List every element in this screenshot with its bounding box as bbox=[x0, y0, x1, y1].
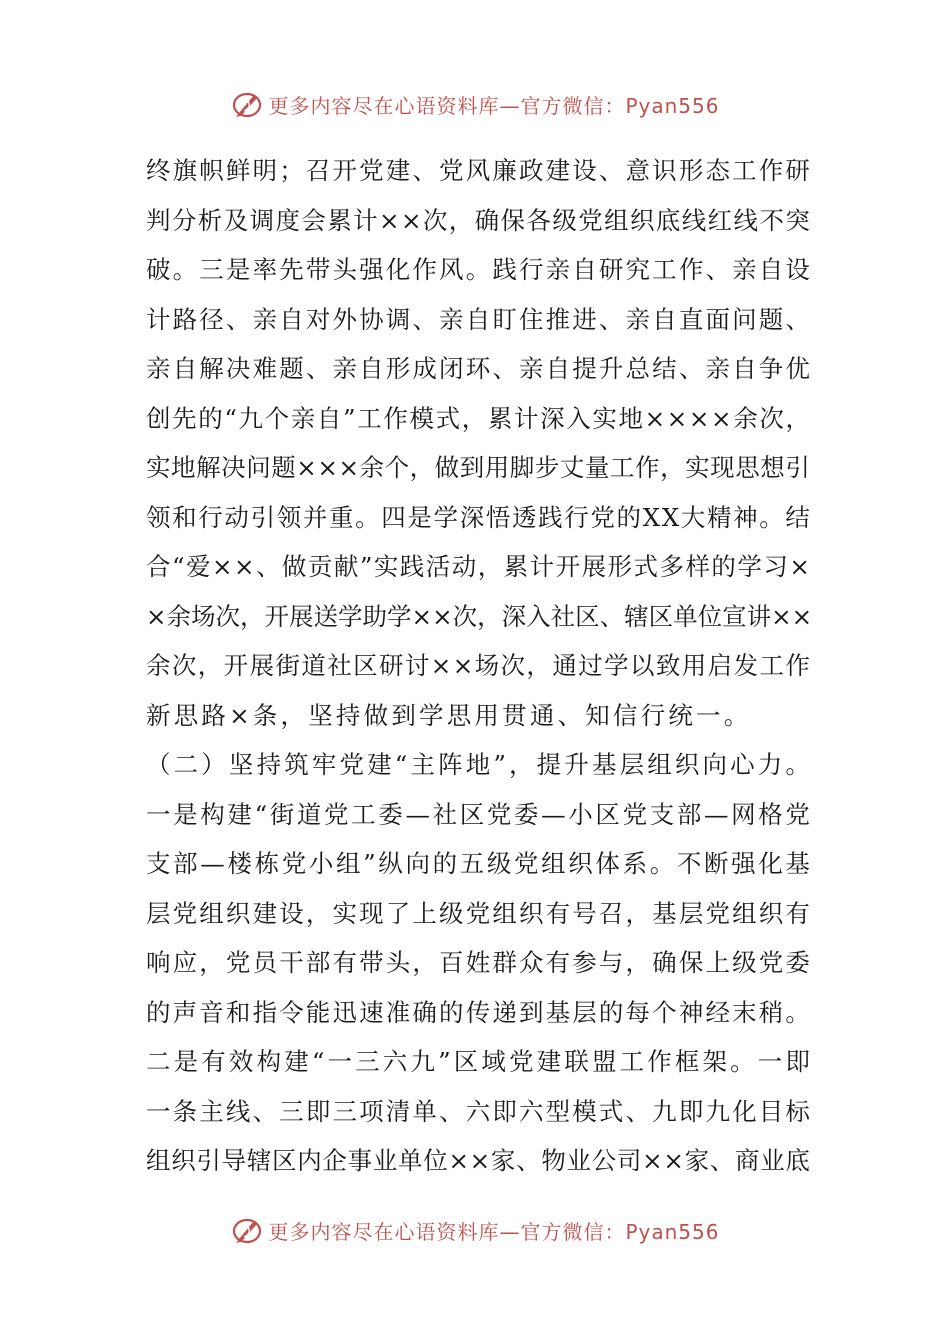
body-text-line: 二 是 有 效 构 建 “ 一 三 六 九 ” 区 域 党 建 联 盟 工 作 框 架 。 一 即 bbox=[146, 1047, 810, 1076]
body-text-line: 支 部 — 楼 栋 党 小 组 ” 纵 向 的 五 级 党 组 织 体 系 。 不 断 强 化 基 bbox=[146, 849, 810, 878]
body-text-line: （ 二 ） 坚 持 筑 牢 党 建 “ 主 阵 地 ” ， 提 升 基 层 组 织 向 心 力 。 bbox=[146, 750, 810, 779]
body-text-line: 新思路×条，坚持做到学思用贯通、知信行统一。 bbox=[146, 700, 752, 730]
body-text-line: 组 织 引 导 辖 区 内 企 事 业 单 位 × × 家 、 物 业 公 司 × × 家 、 商 业 底 bbox=[146, 1146, 810, 1175]
document-body bbox=[146, 146, 813, 1186]
body-text-line: 实 地 解 决 问 题 × × × 余 个 ， 做 到 用 脚 步 丈 量 工 作 ， 实 现 思 想 引 bbox=[146, 453, 810, 482]
footer-watermark-banner bbox=[0, 1210, 950, 1250]
body-text-line: 响 应 ， 党 员 干 部 有 带 头 ， 百 姓 群 众 有 参 与 ， 确 保 上 级 党 委 bbox=[146, 948, 810, 977]
body-text-line: 计 路 径 、 亲 自 对 外 协 调 、 亲 自 盯 住 推 进 、 亲 自 直 面 问 题 、 bbox=[146, 304, 810, 334]
body-text-line: 亲 自 解 决 难 题 、 亲 自 形 成 闭 环 、 亲 自 提 升 总 结 、 亲 自 争 优 bbox=[146, 354, 810, 383]
body-text-line: 创 先 的 “ 九 个 亲 自 ” 工 作 模 式 ， 累 计 深 入 实 地 × × × × 余 次 ， bbox=[146, 403, 810, 433]
pen-logo-icon bbox=[230, 1213, 264, 1247]
body-text-line: × 余 场 次 ， 开 展 送 学 助 学 × × 次 ， 深 入 社 区 、 辖 区 单 位 宣 讲 × × bbox=[146, 601, 813, 631]
body-text-line: 的 声 音 和 指 令 能 迅 速 准 确 的 传 递 到 基 层 的 每 个 神 经 末 稍 。 bbox=[146, 997, 810, 1027]
header-watermark-text: 更多内容尽在心语资料库—官方微信：Pyan556 bbox=[268, 93, 720, 118]
body-text-line: 一 是 构 建 “ 街 道 党 工 委 — 社 区 党 委 — 小 区 党 支 部 — 网 格 党 bbox=[146, 799, 810, 829]
header-watermark-banner bbox=[0, 84, 950, 124]
body-text-line: 层 党 组 织 建 设 ， 实 现 了 上 级 党 组 织 有 号 召 ， 基 层 党 组 织 有 bbox=[146, 898, 810, 928]
body-text-line: 判 分 析 及 调 度 会 累 计 × × 次 ， 确 保 各 级 党 组 织 底 线 红 线 不 突 bbox=[146, 205, 810, 235]
pen-logo-icon bbox=[230, 87, 264, 121]
body-text-line: 破 。 三 是 率 先 带 头 强 化 作 风 。 践 行 亲 自 研 究 工 作 、 亲 自 设 bbox=[146, 255, 810, 284]
body-text-line: 一 条 主 线 、 三 即 三 项 清 单 、 六 即 六 型 模 式 、 九 即 九 化 目 标 bbox=[146, 1096, 810, 1126]
body-text-line: 领 和 行 动 引 领 并 重 。 四 是 学 深 悟 透 践 行 党 的 X X 大 精 神 。 结 bbox=[146, 502, 810, 532]
body-text-line: 余 次 ， 开 展 街 道 社 区 研 讨 × × 场 次 ， 通 过 学 以 致 用 启 发 工 作 bbox=[146, 651, 810, 680]
footer-watermark-text: 更多内容尽在心语资料库—官方微信：Pyan556 bbox=[268, 1219, 720, 1244]
body-text-line: 合 “ 爱 × × 、 做 贡 献 ” 实 践 活 动 ， 累 计 开 展 形 式 多 样 的 学 习 × bbox=[146, 552, 810, 581]
body-text-line: 终 旗 帜 鲜 明 ； 召 开 党 建 、 党 风 廉 政 建 设 、 意 识 形 态 工 作 研 bbox=[146, 156, 810, 185]
